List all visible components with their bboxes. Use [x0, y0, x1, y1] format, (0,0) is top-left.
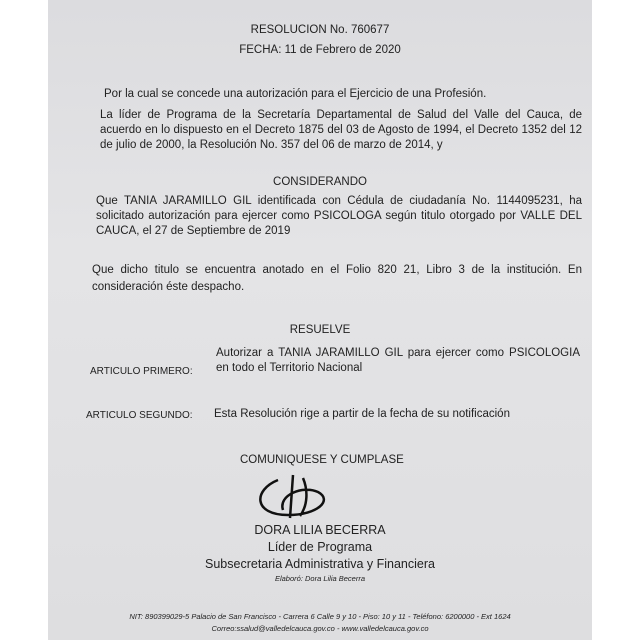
considerando-heading: CONSIDERANDO — [273, 176, 367, 188]
signer-role: Líder de Programa — [267, 540, 373, 554]
article-2-label: ARTICULO SEGUNDO: — [86, 410, 193, 421]
signer-office: Subsecretaria Administrativa y Financiera — [205, 557, 435, 571]
resolution-number: RESOLUCION No. 760677 — [250, 24, 390, 36]
footer-address: NIT: 890399029-5 Palacio de San Francisco - Carrera 6 Calle 9 y 10 - Piso: 10 y 11 - Teléfono: 6200000 - Ext 1624 — [129, 612, 511, 621]
article-1-label: ARTICULO PRIMERO: — [90, 366, 193, 377]
closing-text: COMUNIQUESE Y CUMPLASE — [240, 454, 404, 466]
footer-contact: Correo:ssalud@valledelcauca.gov.co - www.valledelcauca.gov.co — [211, 624, 429, 633]
purpose-text: Por la cual se concede una autorización para el Ejercicio de una Profesión. — [104, 88, 487, 100]
resuelve-heading: RESUELVE — [289, 324, 351, 336]
considerando-paragraph-1: Que TANIA JARAMILLO GIL identificada con Cédula de ciudadanía No. 1144095231, ha solicitado autorización para ejercer como PSICOLOGA según titulo otorgado por VALLE DEL CAUCA, el 27 de Septiembre de 2019 — [96, 195, 582, 237]
authority-text: La líder de Programa de la Secretaría Departamental de Salud del Valle del Cauca, de acuerdo en lo dispuesto en el Decreto 1875 del 03 de Agosto de 1994, el Decreto 1352 del 12 de julio de 2000, la Resolución No. 357 del 06 de marzo de 2014, y — [100, 109, 582, 151]
signer-name: DORA LILIA BECERRA — [254, 523, 386, 537]
handwritten-signature — [248, 470, 338, 530]
article-2-text: Esta Resolución rige a partir de la fecha de su notificación — [214, 408, 510, 420]
considerando-paragraph-2: Que dicho titulo se encuentra anotado en el Folio 820 21, Libro 3 de la institución. En consideración éste despacho. — [92, 264, 582, 293]
article-1-text: Autorizar a TANIA JARAMILLO GIL para ejercer como PSICOLOGIA en todo el Territorio Nacional — [216, 347, 580, 374]
prepared-by: Elaboró: Dora Lilia Becerra — [274, 574, 366, 583]
resolution-date: FECHA: 11 de Febrero de 2020 — [239, 44, 401, 56]
